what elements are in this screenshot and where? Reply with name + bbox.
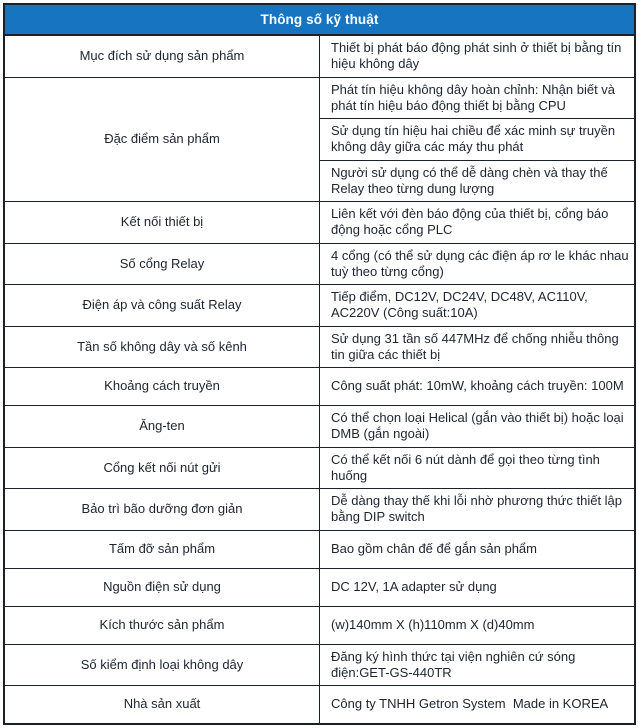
spec-label: Tần số không dây và số kênh: [4, 326, 320, 368]
spec-value: Liên kết với đèn báo động của thiết bị, cổng báo động hoặc cổng PLC: [320, 202, 636, 244]
spec-label: Cổng kết nối nút gửi: [4, 447, 320, 489]
spec-label: Bảo trì bão dưỡng đơn giản: [4, 489, 320, 531]
spec-value: Sử dụng 31 tần số 447MHz để chống nhiễu thông tin giữa các thiết bị: [320, 326, 636, 368]
spec-table: [3, 3, 636, 725]
table-row: [4, 243, 635, 285]
spec-value: Sử dụng tín hiệu hai chiều để xác minh sự truyền không dây giữa các máy thu phát: [320, 119, 636, 161]
spec-value: Phát tín hiệu không dây hoàn chỉnh: Nhận biết và phát tín hiệu báo động thiết bị bằng CPU: [320, 77, 636, 119]
spec-label: Số kiểm định loại không dây: [4, 644, 320, 686]
table-row: [4, 77, 635, 119]
table-row: [4, 568, 635, 606]
spec-label: Mục đích sử dụng sản phẩm: [4, 35, 320, 77]
table-row: [4, 447, 635, 489]
spec-label: Ăng-ten: [4, 406, 320, 448]
table-row: [4, 202, 635, 244]
spec-value: Có thể chọn loại Helical (gắn vào thiết bị) hoặc loại DMB (gắn ngoài): [320, 406, 636, 448]
spec-value: 4 cổng (có thể sử dụng các điện áp rơ le khác nhau tuỳ theo từng cổng): [320, 243, 636, 285]
spec-value: Bao gồm chân đế để gắn sản phẩm: [320, 530, 636, 568]
table-row: [4, 368, 635, 406]
spec-label: Khoảng cách truyền: [4, 368, 320, 406]
page-title: Thông số kỹ thuật: [4, 4, 635, 35]
spec-table-body: [4, 35, 635, 724]
table-row: [4, 406, 635, 448]
table-row: [4, 35, 635, 77]
spec-label: Kích thước sản phẩm: [4, 606, 320, 644]
spec-value: Có thể kết nối 6 nút dành để gọi theo từng tình huống: [320, 447, 636, 489]
spec-value: Tiếp điểm, DC12V, DC24V, DC48V, AC110V, AC220V (Công suất:10A): [320, 285, 636, 327]
table-row: [4, 644, 635, 686]
spec-label: Nhà sản xuất: [4, 686, 320, 725]
table-row: [4, 686, 635, 725]
table-row: [4, 285, 635, 327]
spec-value: DC 12V, 1A adapter sử dụng: [320, 568, 636, 606]
spec-label: Số cổng Relay: [4, 243, 320, 285]
table-row: [4, 326, 635, 368]
table-row: [4, 530, 635, 568]
spec-value: Công suất phát: 10mW, khoảng cách truyền: 100M: [320, 368, 636, 406]
spec-value: Thiết bị phát báo động phát sinh ở thiết bị bằng tín hiệu không dây: [320, 35, 636, 77]
spec-table-header: [4, 4, 635, 35]
table-row: [4, 606, 635, 644]
spec-label: Tấm đỡ sản phẩm: [4, 530, 320, 568]
spec-label: Điện áp và công suất Relay: [4, 285, 320, 327]
title-row: [4, 4, 635, 35]
spec-value: Công ty TNHH Getron System Made in KOREA: [320, 686, 636, 725]
spec-value: Đăng ký hình thức tại viện nghiên cứ sóng điện:GET-GS-440TR: [320, 644, 636, 686]
spec-value: (w)140mm X (h)110mm X (d)40mm: [320, 606, 636, 644]
spec-value: Người sử dụng có thể dễ dàng chèn và thay thế Relay theo từng dung lượng: [320, 160, 636, 202]
spec-label: Kết nối thiết bị: [4, 202, 320, 244]
spec-label: Đặc điểm sản phẩm: [4, 77, 320, 202]
spec-value: Dễ dàng thay thế khi lỗi nhờ phương thức thiết lập bằng DIP switch: [320, 489, 636, 531]
spec-label: Nguồn điện sử dụng: [4, 568, 320, 606]
table-row: [4, 489, 635, 531]
